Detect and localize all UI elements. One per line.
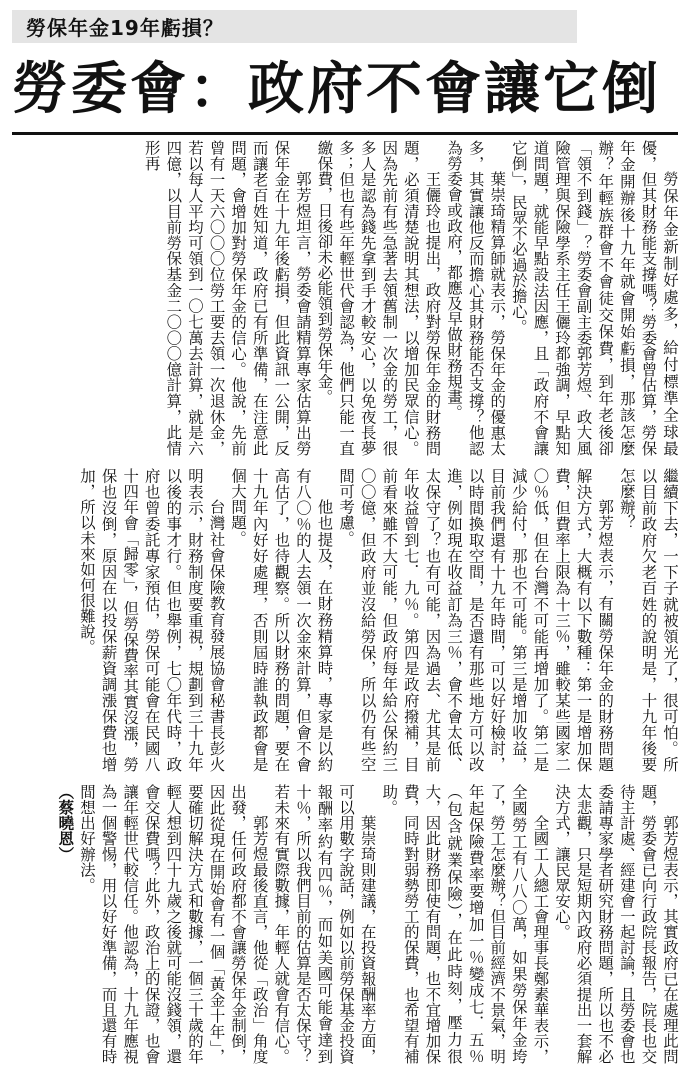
paragraph: 勞保年金新制好處多，給付標準全球最優，但其財務能支撐嗎？勞委會曾估算，勞保年金開辦後十九年就會開始虧損，那該怎麼辦？年輕族群會不會徒交保費，到年老後卻「領不到錢」？勞委會副主委郭芳煜、政大風險管理與保險學系主任王儷玲都強調，早點知道問題，就能早點設法因應，且「政府不會讓它倒」，民眾不必過於擔心。 (509, 140, 679, 456)
article-tier-2 (10, 468, 680, 772)
paragraph: 王儷玲也提出，政府對勞保年金的財務問題，必須清楚說明其想法，以增加民眾信心。因為先前有些急著去領舊制一次金的勞工，很多人是認為錢先拿到手才較安心，以免夜長夢多；但也有些年輕世代會認為，他們只能一直繳保費，日後卻未必能領到勞保年金。 (315, 140, 442, 456)
byline: （蔡曉恩） (56, 784, 75, 862)
paragraph: 台灣社會保險教育發展協會秘書長彭火明表示，財務制度要重視，規劃到三十九年以後的事才行。但也舉例，七〇年代時，政府也曾委託專家預估，勞保可能會在民國八十四年會「歸零」，但勞保費率其實沒漲，勞保也沒倒，原因在以投保薪資調漲保費也增加，所以未來如何很難說。 (77, 468, 226, 772)
kicker-text: 勞保年金19年虧損？ (26, 16, 224, 40)
article-tier-1 (10, 140, 680, 456)
paragraph: 郭芳煜表示，有關勞保年金的財務問題解決方式，大概有以下數種：第一是增加保費，但費率上限為十三％，雖較某些國家二〇％低，但在台灣不可能再增加了。第二是減少給付，那也不可能。第三是增加收益，目前我們還有十九年時間，可以好好檢討，以時間換取空間，是否還有那些地方可以改進，例如現在收益訂為三％，會不會太低、太保守了？也有可能，因為過去、尤其是前年收益曾到七．九％。第四是政府撥補，目前看來雖不大可能，但政府每年給公保約三〇〇億，但政府並沒給勞保，所以仍有些空間可考慮。 (337, 468, 615, 772)
headline: 勞委會：政府不會讓它倒 (12, 57, 661, 122)
paragraph: 繼續下去，一下子就被領光了，很可怕。所以目前政府欠老百姓的說明是，十九年後要怎麼辦？ (617, 468, 679, 772)
kicker-label (12, 10, 577, 43)
paragraph: 全國工人總工會理事長鄭素華表示，全國勞工有八八〇萬，如果勞保年金垮了，勞工怎麼辦？但目前經濟不景氣，明年起保險費率要增加一％變成七．五％（包含就業保險），在此時刻，壓力很大，因此財務即使有問題，也不宜增加保費，同時對弱勢勞工的保費，也希望有補助。 (380, 784, 550, 1064)
article-tier-3 (10, 784, 680, 1064)
paragraph: 他也提及，在財務精算時，專家是以約有八〇％的人去領一次金來計算，但會不會高估了，也待觀察。所以財務的問題，要在十九年內好好處理，否則屆時誰執政都會是個大問題。 (229, 468, 334, 772)
paragraph: 郭芳煜最後直言，他從「政治」角度出發，任何政府都不會讓勞保年金制倒，因此從現在開始會有一個「黃金十年」，要確切解決方式和數據，一個三十歲的年輕人想到四十九歲之後就可能沒錢領，還會交保費嗎？此外，政治上的保證，也會讓年輕世代較信任。他認為，十九年應視為一個警惕，用以好好準備，而且還有時間想出好辦法。 (77, 784, 269, 1064)
paragraph: 郭芳煜坦言，勞委會請精算專家估算出勞保年金在十九年後虧損，但此資訊一公開，反而讓老百姓知道，政府已有所準備，在注意此問題，會增加對勞保年金的信心。他說，先前曾有一天六〇〇〇位勞工要去領一次退休金，若以每人平均可領到一〇七萬去計算，就是六四億，以目前勞保基金二〇〇〇億計算，此情形再 (142, 140, 312, 456)
paragraph: 郭芳煜表示，其實政府已在處理此問題，勞委會已向行政院長報告，院長也交待主計處、經建會一起討論，且勞委會也委請專家學者研究財務問題，所以也不必太悲觀，只是短期內政府必須提出一套解決方式，讓民眾安心。 (553, 784, 679, 1064)
paragraph: 葉崇琦精算師就表示，勞保年金的優惠太多，其實讓他反而擔心其財務能否支撐？他認為勞委會或政府，都應及早做財務規畫。 (445, 140, 507, 456)
paragraph: 葉崇琦則建議，在投資報酬率方面，可以用數字說話，例如以前勞保基金投資報酬率約有四％，而如美國可能會達到十％，所以我們目前的估算是否太保守？若未來有實際數據，年輕人就會有信心。 (272, 784, 377, 1064)
headline-rule (12, 132, 678, 135)
